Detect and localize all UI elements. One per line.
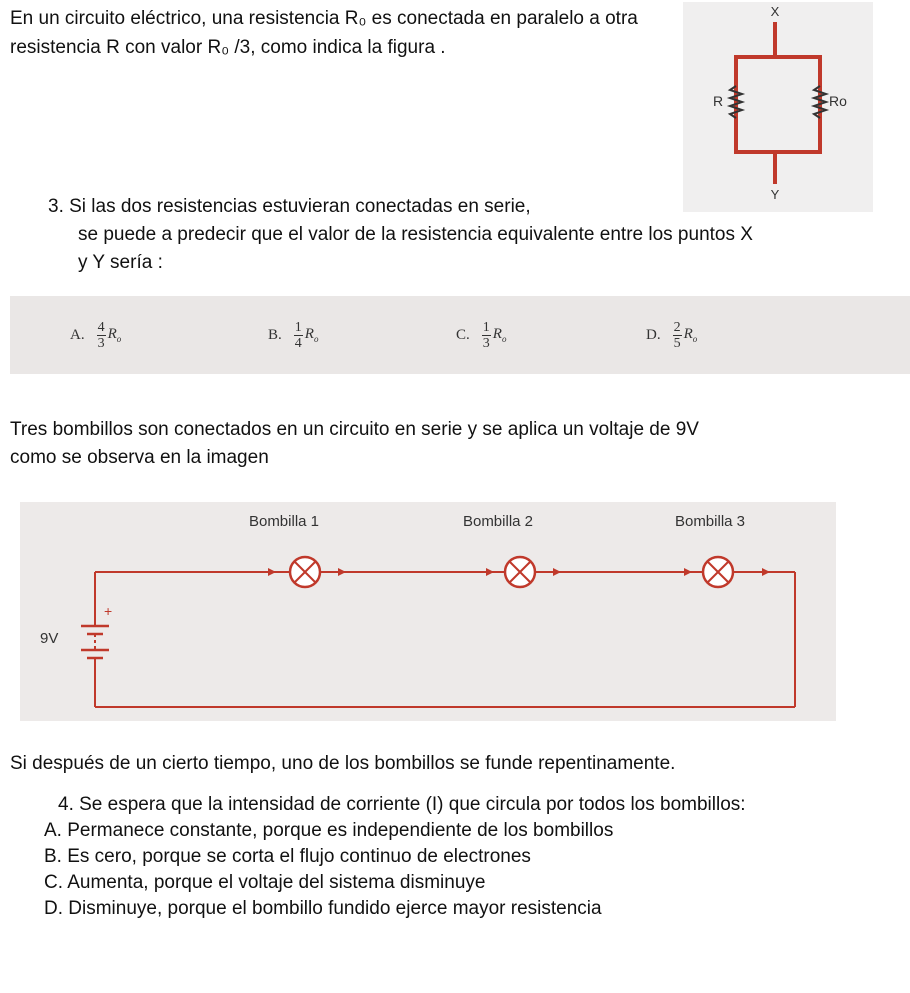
- paragraph-2-line-1: Tres bombillos son conectados en un circuito en serie y se aplica un voltaje de 9V: [10, 419, 699, 440]
- current-arrow-icon: [553, 568, 561, 576]
- current-arrow-icon: [268, 568, 276, 576]
- question-3-line-1: 3. Si las dos resistencias estuvieran conectadas en serie,: [48, 196, 531, 217]
- question-4-option-b[interactable]: B. Es cero, porque se corta el flujo continuo de electrones: [44, 846, 531, 867]
- bulb-2-label: Bombilla 2: [462, 513, 534, 530]
- bulb-3-label: Bombilla 3: [674, 513, 746, 530]
- question-3-line-3: y Y sería :: [78, 252, 163, 273]
- battery-plus-label: +: [104, 603, 113, 619]
- terminal-y-label: Y: [770, 187, 780, 202]
- intro-paragraph: En un circuito eléctrico, una resistencia R₀ es conectada en paralelo a otra resistencia R con valor R₀ /3, como indica la figura .: [10, 8, 638, 58]
- fraction: $\frac{2}{5}$: [673, 319, 681, 351]
- resistor-ro-label: Ro: [829, 93, 847, 109]
- series-circuit-figure: [20, 502, 836, 721]
- bulb-3-icon: [703, 557, 733, 587]
- option-d[interactable]: D. $\frac{2}{5}$ $R_o$: [646, 319, 698, 351]
- bulb-1-label: Bombilla 1: [248, 513, 320, 530]
- fraction: $\frac{1}{4}$: [294, 319, 302, 351]
- question-4-option-d[interactable]: D. Disminuye, porque el bombillo fundido ejerce mayor resistencia: [44, 898, 602, 919]
- current-arrow-icon: [684, 568, 692, 576]
- option-a[interactable]: A. $\frac{4}{3}$ $R_o$: [70, 319, 122, 351]
- question-3-line-2: se puede a predecir que el valor de la resistencia equivalente entre los puntos X: [78, 224, 753, 245]
- paragraph-2-line-2: como se observa en la imagen: [10, 447, 269, 468]
- option-c[interactable]: C. $\frac{1}{3}$ $R_o$: [456, 319, 507, 351]
- question-4-stem: 4. Se espera que la intensidad de corriente (I) que circula por todos los bombillos:: [58, 794, 746, 815]
- bulb-2-icon: [505, 557, 535, 587]
- current-arrow-icon: [338, 568, 346, 576]
- parallel-resistor-figure: [683, 2, 873, 212]
- resistor-r-label: R: [713, 93, 724, 109]
- paragraph-3: Si después de un cierto tiempo, uno de los bombillos se funde repentinamente.: [10, 753, 676, 774]
- fraction: $\frac{4}{3}$: [97, 319, 105, 351]
- wire-loop-top: [736, 57, 820, 142]
- option-b[interactable]: B. $\frac{1}{4}$ $R_o$: [268, 319, 319, 351]
- voltage-label: 9V: [40, 630, 59, 647]
- terminal-x-label: X: [770, 4, 780, 19]
- question-4-option-a[interactable]: A. Permanece constante, porque es independiente de los bombillos: [44, 820, 614, 841]
- question-4-option-c[interactable]: C. Aumenta, porque el voltaje del sistema disminuye: [44, 872, 486, 893]
- fraction: $\frac{1}{3}$: [482, 319, 490, 351]
- current-arrow-icon: [486, 568, 494, 576]
- question-3-options: [10, 296, 910, 374]
- parallel-resistor-diagram: [683, 2, 873, 212]
- bulb-1-icon: [290, 557, 320, 587]
- wire-loop-bottom: [736, 142, 820, 152]
- series-circuit-diagram: [20, 502, 836, 721]
- current-arrow-icon: [762, 568, 770, 576]
